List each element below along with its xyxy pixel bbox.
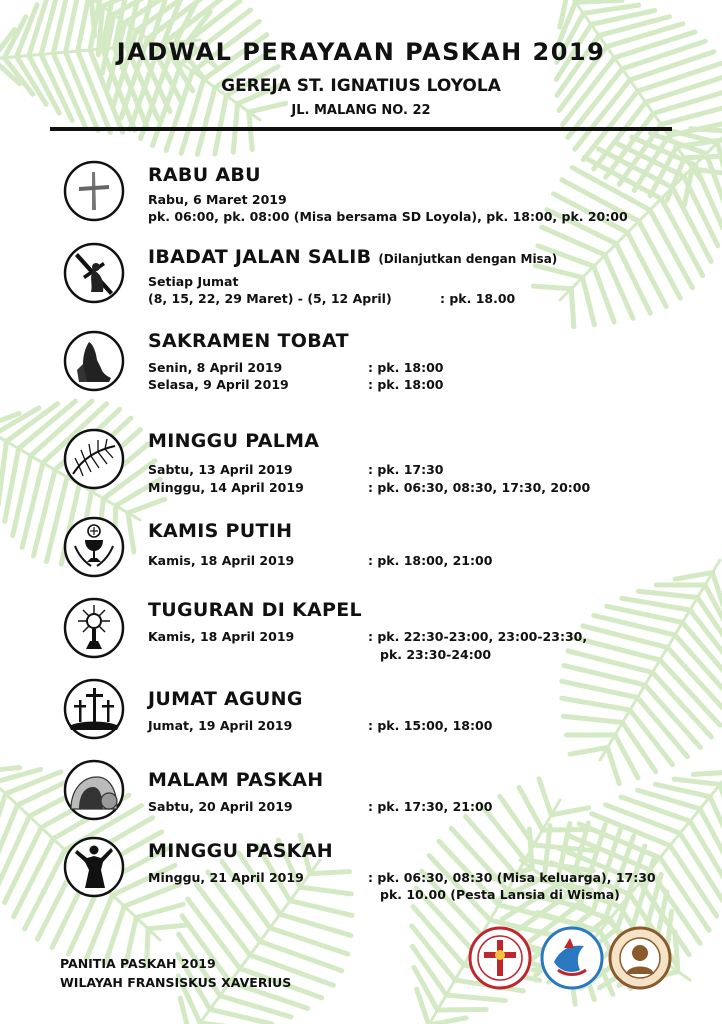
event-time: : pk. 15:00, 18:00: [368, 718, 493, 733]
palm-leaf-icon: [63, 428, 125, 490]
event-title: MINGGU PASKAH: [148, 840, 333, 862]
church-name: GEREJA ST. IGNATIUS LOYOLA: [221, 76, 501, 96]
three-crosses-icon: [63, 678, 125, 740]
event-date: Senin, 8 April 2019: [148, 360, 283, 375]
page-title: JADWAL PERAYAAN PASKAH 2019: [116, 38, 606, 66]
event-date: Minggu, 21 April 2019: [148, 870, 304, 885]
ash-cross-icon: [63, 160, 125, 222]
event-time: pk. 23:30-24:00: [380, 647, 492, 662]
event-date: Setiap Jumat: [148, 274, 239, 289]
event-time: : pk. 17:30: [368, 462, 444, 477]
event-times: pk. 06:00, pk. 08:00 (Misa bersama SD Loyola), pk. 18:00, pk. 20:00: [148, 209, 628, 224]
event-title: MINGGU PALMA: [148, 430, 320, 452]
event-time: : pk. 17:30, 21:00: [368, 799, 493, 814]
event-time: : pk. 18:00, 21:00: [368, 553, 493, 568]
event-title-text: IBADAT JALAN SALIB: [148, 246, 372, 268]
event-date: Sabtu, 20 April 2019: [148, 799, 293, 814]
event-date: Kamis, 18 April 2019: [148, 629, 295, 644]
event-time: : pk. 18.00: [440, 291, 516, 306]
event-title: SAKRAMEN TOBAT: [148, 330, 349, 352]
header-divider: [50, 127, 672, 131]
praying-hands-icon: [63, 330, 125, 392]
risen-christ-icon: [63, 836, 125, 898]
event-date: (8, 15, 22, 29 Maret) - (5, 12 April): [148, 291, 392, 306]
event-title: [148, 246, 557, 268]
event-date: Rabu, 6 Maret 2019: [148, 192, 287, 207]
event-time: : pk. 06:30, 08:30 (Misa keluarga), 17:30: [368, 870, 656, 885]
empty-tomb-icon: [63, 759, 125, 821]
event-date: Minggu, 14 April 2019: [148, 480, 304, 495]
cross-bearer-icon: [63, 242, 125, 304]
event-title: MALAM PASKAH: [148, 769, 324, 791]
parish-seal-logo: [468, 926, 532, 990]
event-date: Sabtu, 13 April 2019: [148, 462, 293, 477]
diocese-logo: [540, 926, 604, 990]
event-time: pk. 10.00 (Pesta Lansia di Wisma): [380, 887, 620, 902]
ignatius-loyola-logo: [608, 926, 672, 990]
event-time: : pk. 18:00: [368, 360, 444, 375]
event-note: (Dilanjutkan dengan Misa): [378, 252, 558, 266]
monstrance-icon: [63, 597, 125, 659]
church-address: JL. MALANG NO. 22: [291, 103, 431, 118]
event-date: Kamis, 18 April 2019: [148, 553, 295, 568]
event-title: KAMIS PUTIH: [148, 520, 293, 542]
chalice-icon: [63, 516, 125, 578]
footer-committee: PANITIA PASKAH 2019: [60, 956, 216, 971]
event-title: JUMAT AGUNG: [148, 688, 303, 710]
event-date: Jumat, 19 April 2019: [148, 718, 293, 733]
event-title: TUGURAN DI KAPEL: [148, 599, 362, 621]
event-time: : pk. 18:00: [368, 377, 444, 392]
event-time: : pk. 06:30, 08:30, 17:30, 20:00: [368, 480, 591, 495]
event-title: RABU ABU: [148, 164, 261, 186]
event-date: Selasa, 9 April 2019: [148, 377, 289, 392]
footer-region: WILAYAH FRANSISKUS XAVERIUS: [60, 975, 292, 990]
event-time: : pk. 22:30-23:00, 23:00-23:30,: [368, 629, 588, 644]
